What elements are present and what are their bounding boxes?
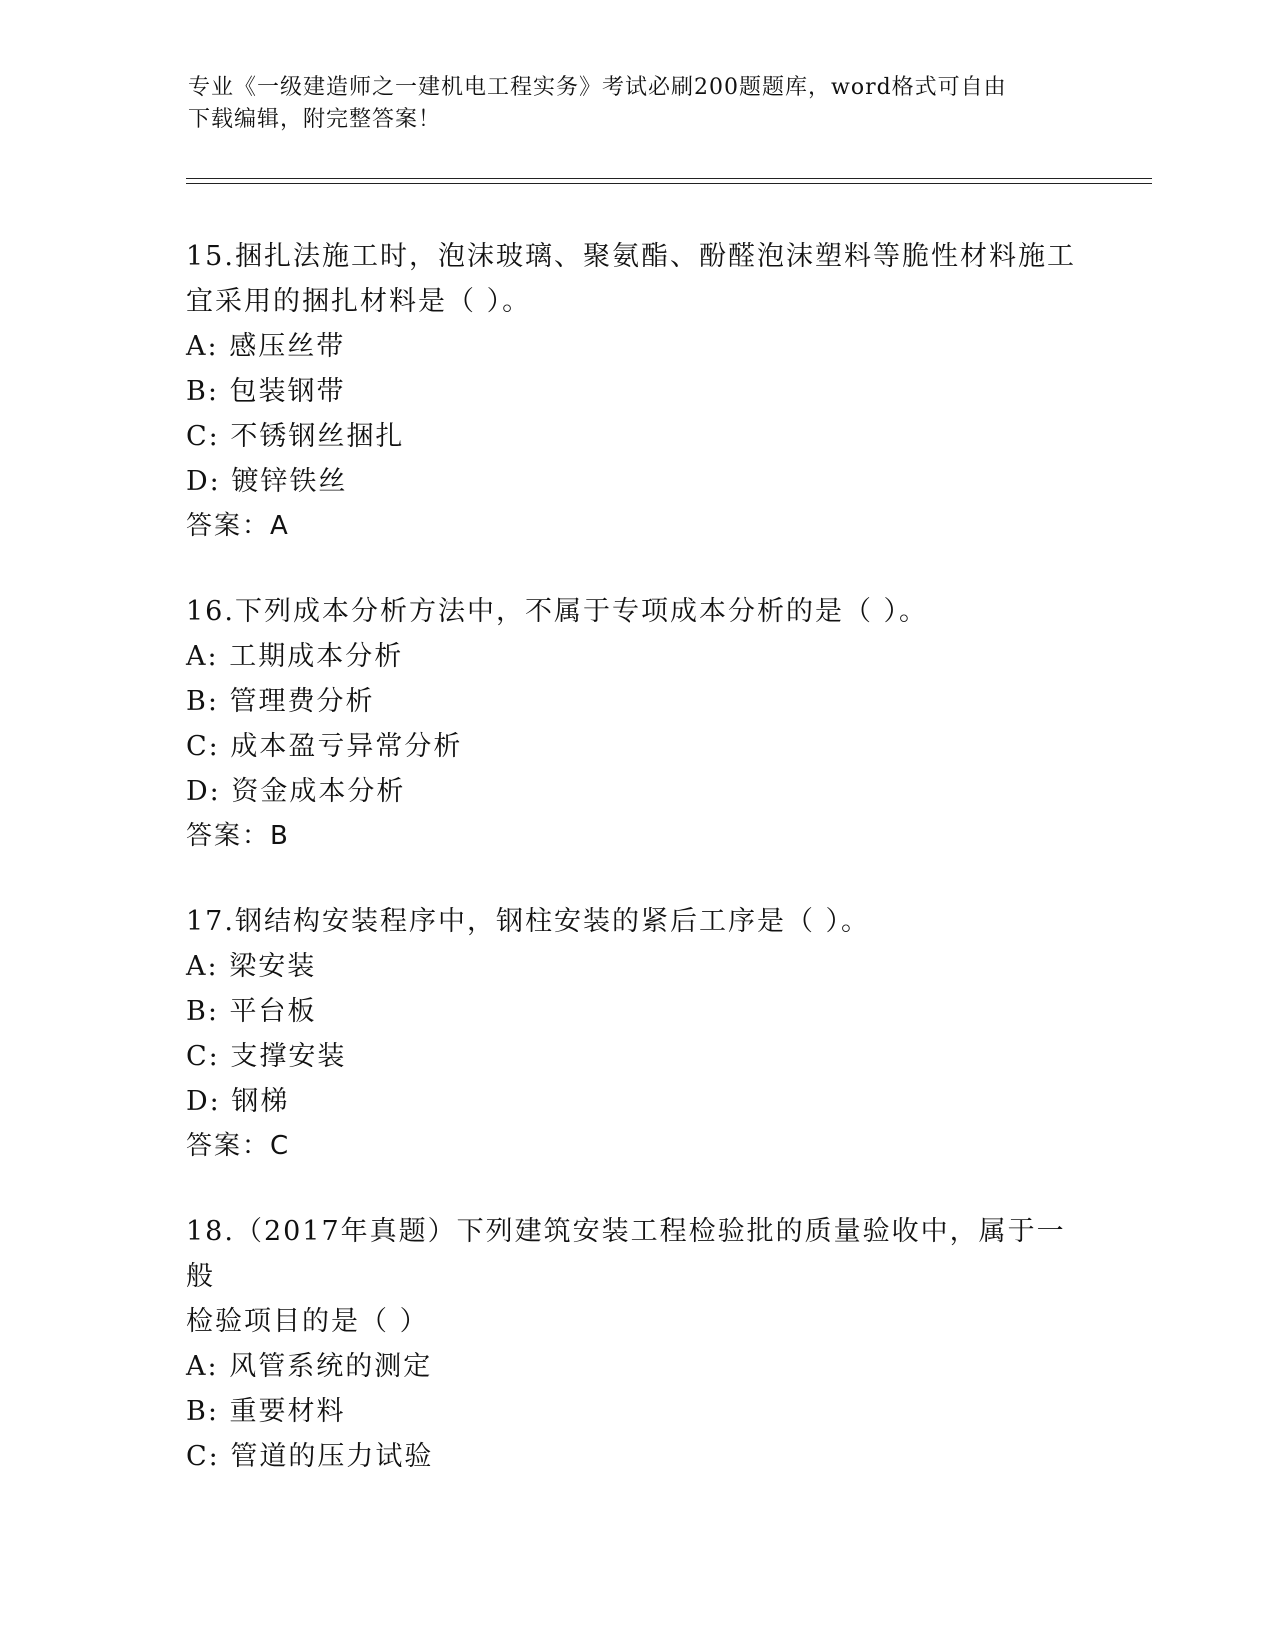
answer-label: 答案：C <box>186 1131 291 1161</box>
option-c: C: 成本盈亏异常分析 <box>186 731 463 762</box>
question-item <box>186 899 1086 1169</box>
question-text <box>186 589 1086 634</box>
question-item <box>186 1209 1086 1479</box>
question-text <box>186 1209 1086 1344</box>
option-d: D: 钢梯 <box>186 1086 290 1117</box>
option-b: B: 管理费分析 <box>186 686 375 717</box>
question-item <box>186 234 1086 549</box>
option-c: C: 支撑安装 <box>186 1041 347 1072</box>
question-text <box>186 899 1086 944</box>
answer-label: 答案：A <box>186 511 290 541</box>
question-text <box>186 234 1086 324</box>
header-divider <box>186 178 1152 179</box>
question-line: 18.（2017年真题）下列建筑安装工程检验批的质量验收中，属于一般 <box>186 1216 1066 1292</box>
question-line: 15.捆扎法施工时，泡沫玻璃、聚氨酯、酚醛泡沫塑料等脆性材料施工 <box>186 241 1076 272</box>
option-b: B: 重要材料 <box>186 1396 346 1427</box>
option-a: A: 梁安装 <box>186 951 317 982</box>
question-item <box>186 589 1086 859</box>
question-line: 检验项目的是（ ） <box>186 1306 429 1337</box>
option-a: A: 风管系统的测定 <box>186 1351 433 1382</box>
option-d: D: 资金成本分析 <box>186 776 406 807</box>
option-d: D: 镀锌铁丝 <box>186 466 348 497</box>
question-line: 17.钢结构安装程序中，钢柱安装的紧后工序是（ ）。 <box>186 906 871 937</box>
option-c: C: 管道的压力试验 <box>186 1441 434 1472</box>
question-list <box>186 234 1086 1519</box>
header-line: 专业《一级建造师之一建机电工程实务》考试必刷200题题库，word格式可自由 <box>188 75 1007 100</box>
question-line: 16.下列成本分析方法中，不属于专项成本分析的是（ ）。 <box>186 596 929 627</box>
question-line: 宜采用的捆扎材料是（ ）。 <box>186 286 532 317</box>
option-a: A: 感压丝带 <box>186 331 346 362</box>
option-b: B: 平台板 <box>186 996 317 1027</box>
option-c: C: 不锈钢丝捆扎 <box>186 421 405 452</box>
answer-label: 答案：B <box>186 821 290 851</box>
header-line: 下载编辑，附完整答案！ <box>188 107 442 132</box>
option-b: B: 包装钢带 <box>186 376 346 407</box>
document-header <box>188 72 1088 136</box>
option-a: A: 工期成本分析 <box>186 641 404 672</box>
header-divider <box>186 183 1152 184</box>
